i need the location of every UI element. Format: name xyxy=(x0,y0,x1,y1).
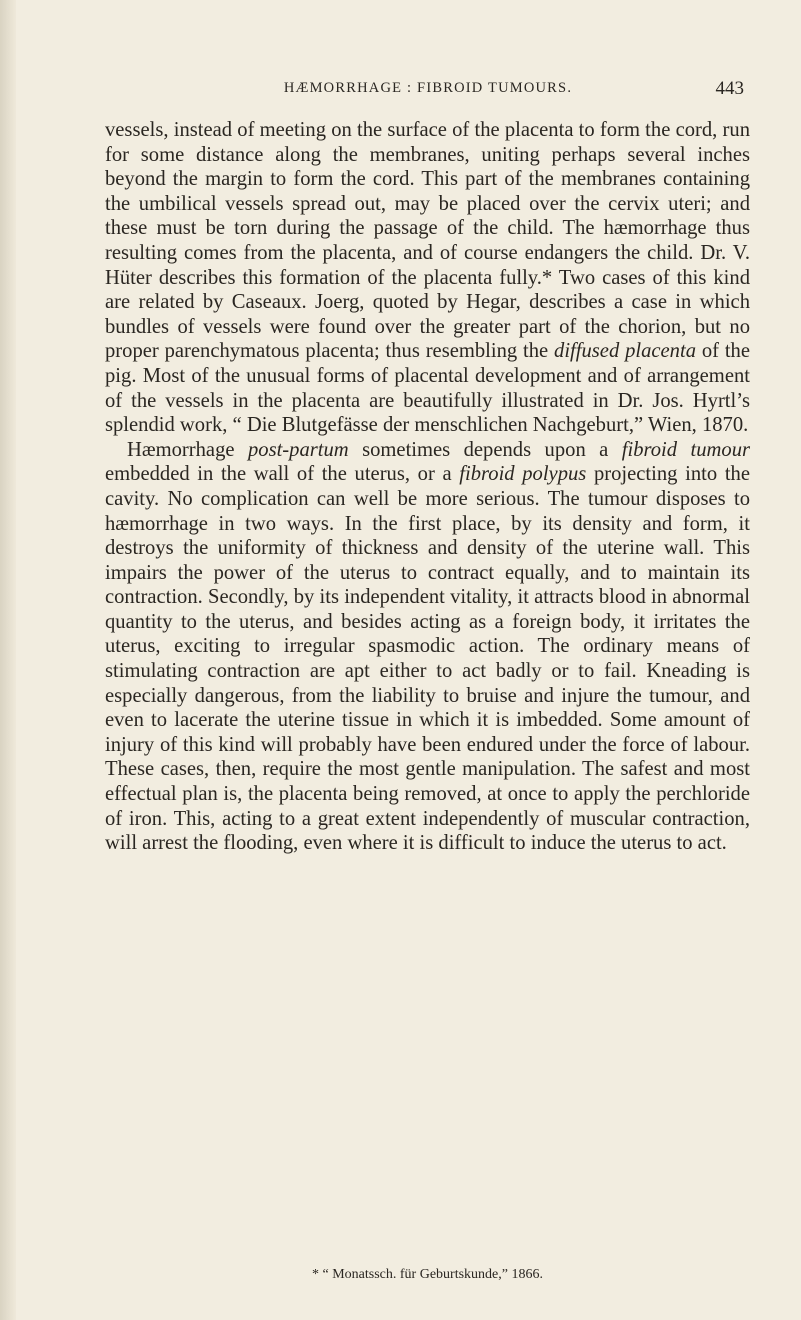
paragraph-2-italic-fibroid-tumour: fibroid tumour xyxy=(621,438,751,461)
paragraph-2-text-a: Hæmorrhage xyxy=(127,438,248,461)
footnote: * “ Monatssch. für Geburtskunde,” 1866. xyxy=(312,1267,543,1282)
paragraph-2-text-c: embedded in the wall of the uterus, or a xyxy=(105,463,460,486)
page-number: 443 xyxy=(715,78,744,99)
paragraph-2-italic-post-partum: post-partum xyxy=(247,438,349,461)
page-header xyxy=(112,78,744,104)
body-text xyxy=(105,118,750,856)
paragraph-2-italic-fibroid-polypus: fibroid polypus xyxy=(459,463,587,486)
paragraph-2 xyxy=(105,438,750,856)
page-spine-shadow xyxy=(0,0,16,1320)
paragraph-1-italic-diffused-placenta: diffused placenta xyxy=(554,340,696,363)
paragraph-1-text-a: vessels, instead of meeting on the surface of the placenta to form the cord, run for some distance along the membranes, uniting perhaps several inches beyond the margin to form the cord. This part of the membranes containing the umbilical vessels spread out, may be placed over the cervix uteri; and these must be torn during the passage of the child. The hæmorrhage thus resulting comes from the placenta, and of course endangers the child. Dr. V. Hüter describes this formation of the placenta fully.* Two cases of this kind are related by Caseaux. Joerg, quoted by Hegar, describes a case in which bundles of vessels were found over the greater part of the chorion, but no proper parenchymatous placenta; thus resembling the xyxy=(105,119,750,363)
paragraph-1-text-b: of the pig. Most of the unusual forms of placental development and of arrangement of the vessels in the placenta are beautifully illustrated in Dr. Jos. Hyrtl’s splendid work, “ Die Blutgefässe der menschlichen Nachgeburt,” Wien, 1870. xyxy=(105,340,750,437)
paragraph-2-text-b: sometimes depends upon a xyxy=(348,438,622,461)
paragraph-2-text-d: projecting into the cavity. No complication can well be more serious. The tumour disposes to hæmorrhage in two ways. In the first place, by its density and form, it destroys the uniformity of thickness and density of the uterine wall. This impairs the power of the uterus to contract equally, and to maintain its contraction. Secondly, by its independent vitality, it attracts blood in abnormal quantity to the uterus, and besides acting as a foreign body, it irritates the uterus, exciting to irregular spasmodic action. The ordinary means of stimulating contraction are apt either to act badly or to fail. Kneading is especially dangerous, from the liability to bruise and injure the tumour, and even to lacerate the uterine tissue in which it is imbedded. Some amount of injury of this kind will probably have been endured under the force of labour. These cases, then, require the most gentle manipulation. The safest and most effectual plan is, the placenta being removed, at once to apply the perchloride of iron. This, acting to a great extent independently of muscular contraction, will arrest the flooding, even where it is difficult to induce the uterus to act. xyxy=(105,463,750,855)
paragraph-1 xyxy=(105,118,750,438)
running-head: HÆMORRHAGE : FIBROID TUMOURS. xyxy=(283,80,573,96)
